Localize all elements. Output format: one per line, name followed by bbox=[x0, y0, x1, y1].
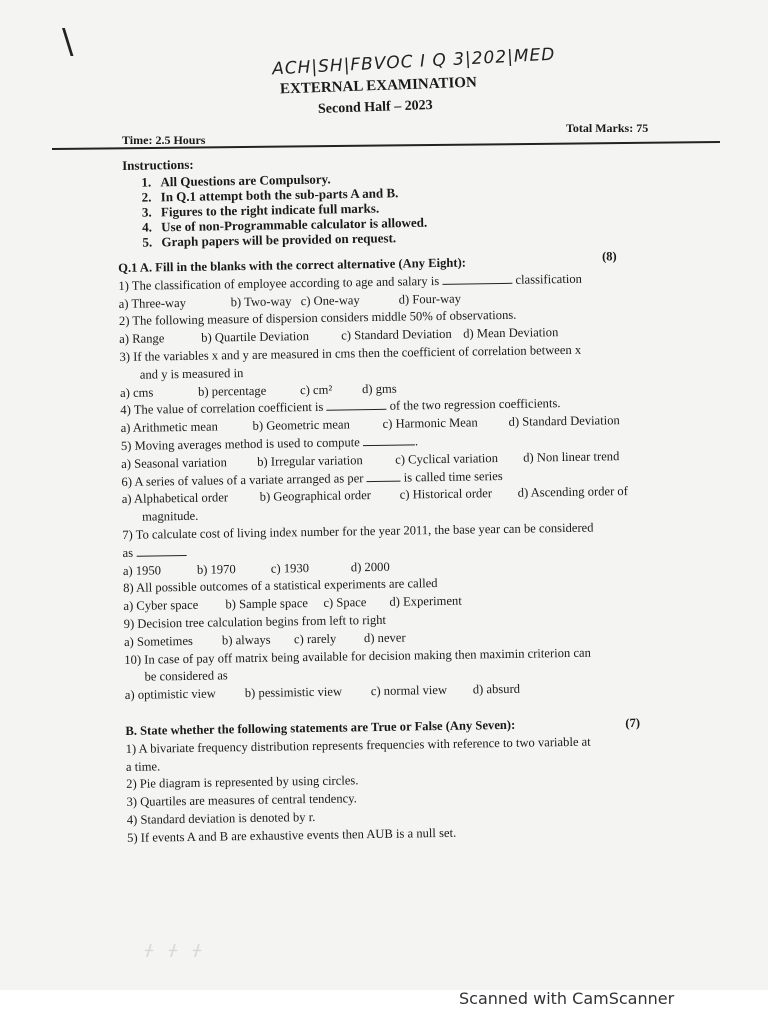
option: c) Cyclical variation bbox=[395, 450, 499, 467]
question-content bbox=[118, 249, 667, 848]
option: a) cms bbox=[119, 385, 154, 400]
question-3: 3) If the variables x and y are measured in cms then the coefficient of correlation between x bbox=[119, 342, 582, 364]
question-text-tail: is called time series bbox=[403, 468, 503, 485]
handwritten-tick-mark: \ bbox=[62, 22, 74, 62]
option: b) Irregular variation bbox=[257, 452, 363, 469]
option: b) 1970 bbox=[196, 561, 236, 577]
instruction-item: 1. All Questions are Compulsory. bbox=[154, 170, 426, 190]
option: b) Geographical order bbox=[259, 488, 372, 505]
option: a) Range bbox=[119, 331, 165, 347]
statement-4: 4) Standard deviation is denoted by r. bbox=[126, 809, 316, 827]
option: a) Sometimes bbox=[123, 633, 194, 649]
statement-5: 5) If events A and B are exhaustive events then AUB is a null set. bbox=[126, 825, 457, 845]
option: c) normal view bbox=[370, 683, 448, 699]
question-text-tail: as bbox=[122, 545, 134, 560]
option: c) cm² bbox=[299, 382, 333, 397]
exam-subtitle: Second Half – 2023 bbox=[317, 98, 433, 117]
option: b) percentage bbox=[197, 383, 267, 399]
answer-blank bbox=[363, 434, 415, 446]
option: d) Ascending order of bbox=[517, 484, 628, 501]
option: a) Alphabetical order bbox=[121, 490, 229, 507]
question-2: 2) The following measure of dispersion considers middle 50% of observations. bbox=[118, 308, 517, 329]
answer-blank bbox=[136, 545, 186, 557]
scanner-watermark: Scanned with CamScanner bbox=[459, 989, 675, 1008]
option: c) 1930 bbox=[270, 560, 310, 576]
statement-1-continued: a time. bbox=[125, 758, 161, 774]
option: b) Two-way bbox=[230, 293, 292, 309]
option: b) Quartile Deviation bbox=[201, 329, 310, 345]
instruction-item: 4. Use of non-Programmable calculator is allowed. bbox=[155, 215, 427, 235]
option: a) Cyber space bbox=[123, 597, 199, 614]
option: c) Space bbox=[323, 595, 367, 610]
instruction-item: 3. Figures to the right indicate full marks. bbox=[155, 200, 427, 220]
option: a) Arithmetic mean bbox=[120, 419, 218, 436]
instructions-list bbox=[122, 170, 427, 250]
option: b) Geometric mean bbox=[252, 417, 350, 434]
option: d) never bbox=[363, 630, 406, 645]
question-10-continued: be considered as bbox=[144, 668, 228, 684]
question-text: 4) The value of correlation coefficient is bbox=[120, 400, 324, 418]
question-text-tail: classification bbox=[515, 271, 583, 287]
option: d) Four-way bbox=[398, 291, 462, 307]
statement-3: 3) Quartiles are measures of central tendency. bbox=[126, 791, 357, 810]
exam-title: EXTERNAL EXAMINATION bbox=[279, 74, 478, 98]
instructions-block bbox=[122, 153, 428, 250]
question-5: 5) Moving averages method is used to compute . bbox=[120, 434, 419, 453]
option: d) 2000 bbox=[350, 559, 390, 574]
statement-2: 2) Pie diagram is represented by using circles. bbox=[126, 773, 359, 792]
question-10: 10) In case of pay off matrix being available for decision making then maximin criterion can bbox=[124, 645, 591, 667]
option: d) Standard Deviation bbox=[508, 413, 620, 430]
instruction-item: 5. Graph papers will be provided on request. bbox=[155, 230, 427, 250]
question-text: 1) The classification of employee according to age and salary is bbox=[118, 273, 440, 293]
option: d) Mean Deviation bbox=[463, 325, 559, 341]
answer-blank bbox=[366, 470, 400, 482]
question-9: 9) Decision tree calculation begins from left to right bbox=[123, 612, 387, 631]
question-text: 6) A series of values of a variate arranged as per bbox=[121, 470, 364, 489]
total-marks: Total Marks: 75 bbox=[566, 121, 649, 135]
option: c) Historical order bbox=[399, 486, 493, 502]
option: a) Three-way bbox=[118, 295, 187, 311]
option: b) pessimistic view bbox=[244, 684, 343, 701]
option-continued: magnitude. bbox=[141, 508, 199, 524]
instruction-item: 2. In Q.1 attempt both the sub-parts A and B. bbox=[155, 185, 427, 205]
option: d) Experiment bbox=[389, 593, 462, 609]
exam-time: Time: 2.5 Hours bbox=[122, 133, 206, 147]
option: a) optimistic view bbox=[124, 686, 216, 703]
faint-pencil-marks: ᚋ ᚋ ᚋ bbox=[145, 942, 207, 959]
question-3-continued: and y is measured in bbox=[139, 365, 244, 382]
question-7: 7) To calculate cost of living index number for the year 2011, the base year can be considered bbox=[122, 520, 594, 542]
handwritten-paper-code: ACH|SH|FBVOC I Q 3|202|MED bbox=[271, 44, 556, 80]
option: d) Non linear trend bbox=[523, 448, 620, 465]
option: d) gms bbox=[361, 381, 397, 396]
option: b) always bbox=[221, 632, 271, 648]
instructions-heading: Instructions: bbox=[122, 156, 194, 173]
q1a-marks: (8) bbox=[601, 249, 617, 264]
option: d) absurd bbox=[472, 681, 521, 697]
answer-blank bbox=[326, 399, 386, 411]
option: c) Harmonic Mean bbox=[382, 415, 478, 432]
q1b-marks: (7) bbox=[625, 715, 641, 731]
option: c) One-way bbox=[300, 292, 360, 308]
statement-1: 1) A bivariate frequency distribution represents frequencies with reference to two variable at bbox=[125, 734, 591, 756]
option: c) rarely bbox=[293, 631, 337, 647]
question-text: 5) Moving averages method is used to compute bbox=[120, 435, 360, 453]
answer-blank bbox=[442, 273, 512, 285]
option: a) Seasonal variation bbox=[121, 455, 227, 471]
question-8: 8) All possible outcomes of a statistical experiments are called bbox=[123, 576, 438, 596]
q1a-heading: Q.1 A. Fill in the blanks with the correct alternative (Any Eight): bbox=[118, 255, 467, 275]
option: a) 1950 bbox=[122, 562, 162, 578]
question-text-tail: of the two regression coefficients. bbox=[389, 396, 561, 414]
option: b) Sample space bbox=[225, 596, 309, 612]
q1b-heading: B. State whether the following statements are True or False (Any Seven): bbox=[125, 717, 516, 738]
option: c) Standard Deviation bbox=[341, 326, 452, 343]
